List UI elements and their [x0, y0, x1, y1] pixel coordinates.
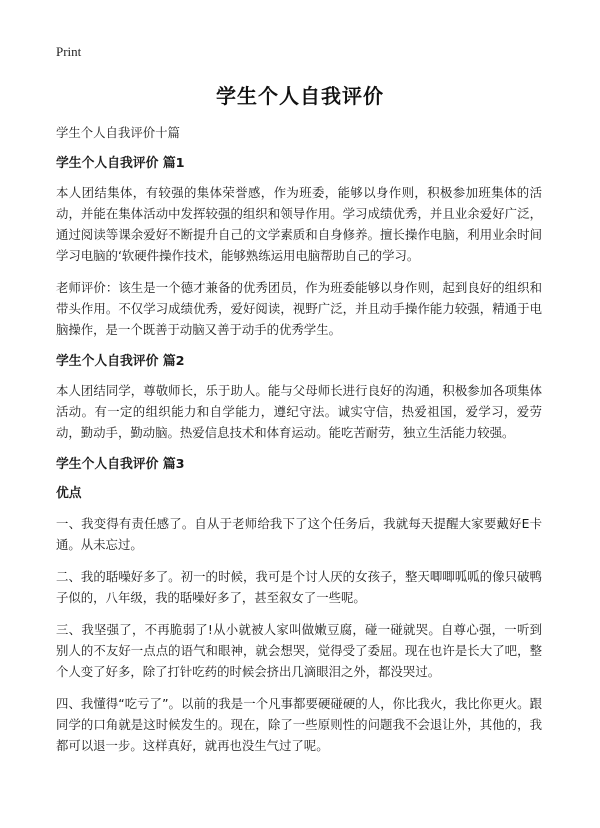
- document-body: [56, 122, 542, 767]
- paragraph: 本人团结同学，尊敬师长，乐于助人。能与父母师长进行良好的沟通，积极参加各项集体活动。有一定的组织能力和自学能力，遵纪守法。诚实守信，热爱祖国，爱学习，爱劳动，勤动手，勤动脑。热爱信息技术和体育运动。能吃苦耐劳，独立生活能力较强。: [56, 383, 542, 440]
- print-link[interactable]: Print: [56, 44, 82, 59]
- section-3: [56, 454, 542, 756]
- section-heading: 学生个人自我评价 篇3: [56, 457, 185, 472]
- paragraph: 本人团结集体，有较强的集体荣誉感，作为班委，能够以身作则，积极参加班集体的活动，并能在集体活动中发挥较强的组织和领导作用。学习成绩优秀，并且业余爱好广泛，通过阅读等课余爱好不断提升自己的文学素质和自身修养。擅长操作电脑，利用业余时间学习电脑的‘软硬件操作技术，能够熟练运用电脑帮助自己的学习。: [56, 185, 542, 263]
- section-heading: 学生个人自我评价 篇1: [56, 156, 185, 171]
- paragraph: 三、我坚强了，不再脆弱了!从小就被人家叫做嫩豆腐，碰一碰就哭。自尊心强，一听到别人的不友好一点点的语气和眼神，就会想哭，觉得受了委屈。现在也许是长大了吧，整个人变了好多，除了打针吃药的时候会挤出几滴眼泪之外，都没哭过。: [56, 622, 542, 679]
- paragraph: 二、我的聒噪好多了。初一的时候，我可是个讨人厌的女孩子，整天唧唧呱呱的像只破鸭子似的，八年级，我的聒噪好多了，甚至叙女了一些呢。: [56, 569, 542, 605]
- section-2: [56, 351, 542, 443]
- paragraph: 一、我变得有责任感了。自从于老师给我下了这个任务后，我就每天提醒大家要戴好E卡通。从未忘过。: [56, 516, 542, 552]
- section-1: [56, 153, 542, 340]
- section-subheading: 优点: [56, 486, 82, 501]
- paragraph: 老师评价：该生是一个德才兼备的优秀团员，作为班委能够以身作则，起到良好的组织和带头作用。不仅学习成绩优秀，爱好阅读，视野广泛，并且动手操作能力较强，精通于电脑操作，是一个既善于动脑又善于动手的优秀学生。: [56, 280, 542, 337]
- paragraph: 四、我懂得“吃亏了”。以前的我是一个凡事都要硬碰硬的人，你比我火，我比你更火。跟同学的口角就是这时候发生的。现在，除了一些原则性的问题我不会退让外，其他的，我都可以退一步。这样真好，就再也没生气过了呢。: [56, 696, 542, 753]
- section-heading: 学生个人自我评价 篇2: [56, 354, 185, 369]
- document-subtitle: 学生个人自我评价十篇: [56, 125, 180, 140]
- page-title: 学生个人自我评价: [216, 84, 384, 108]
